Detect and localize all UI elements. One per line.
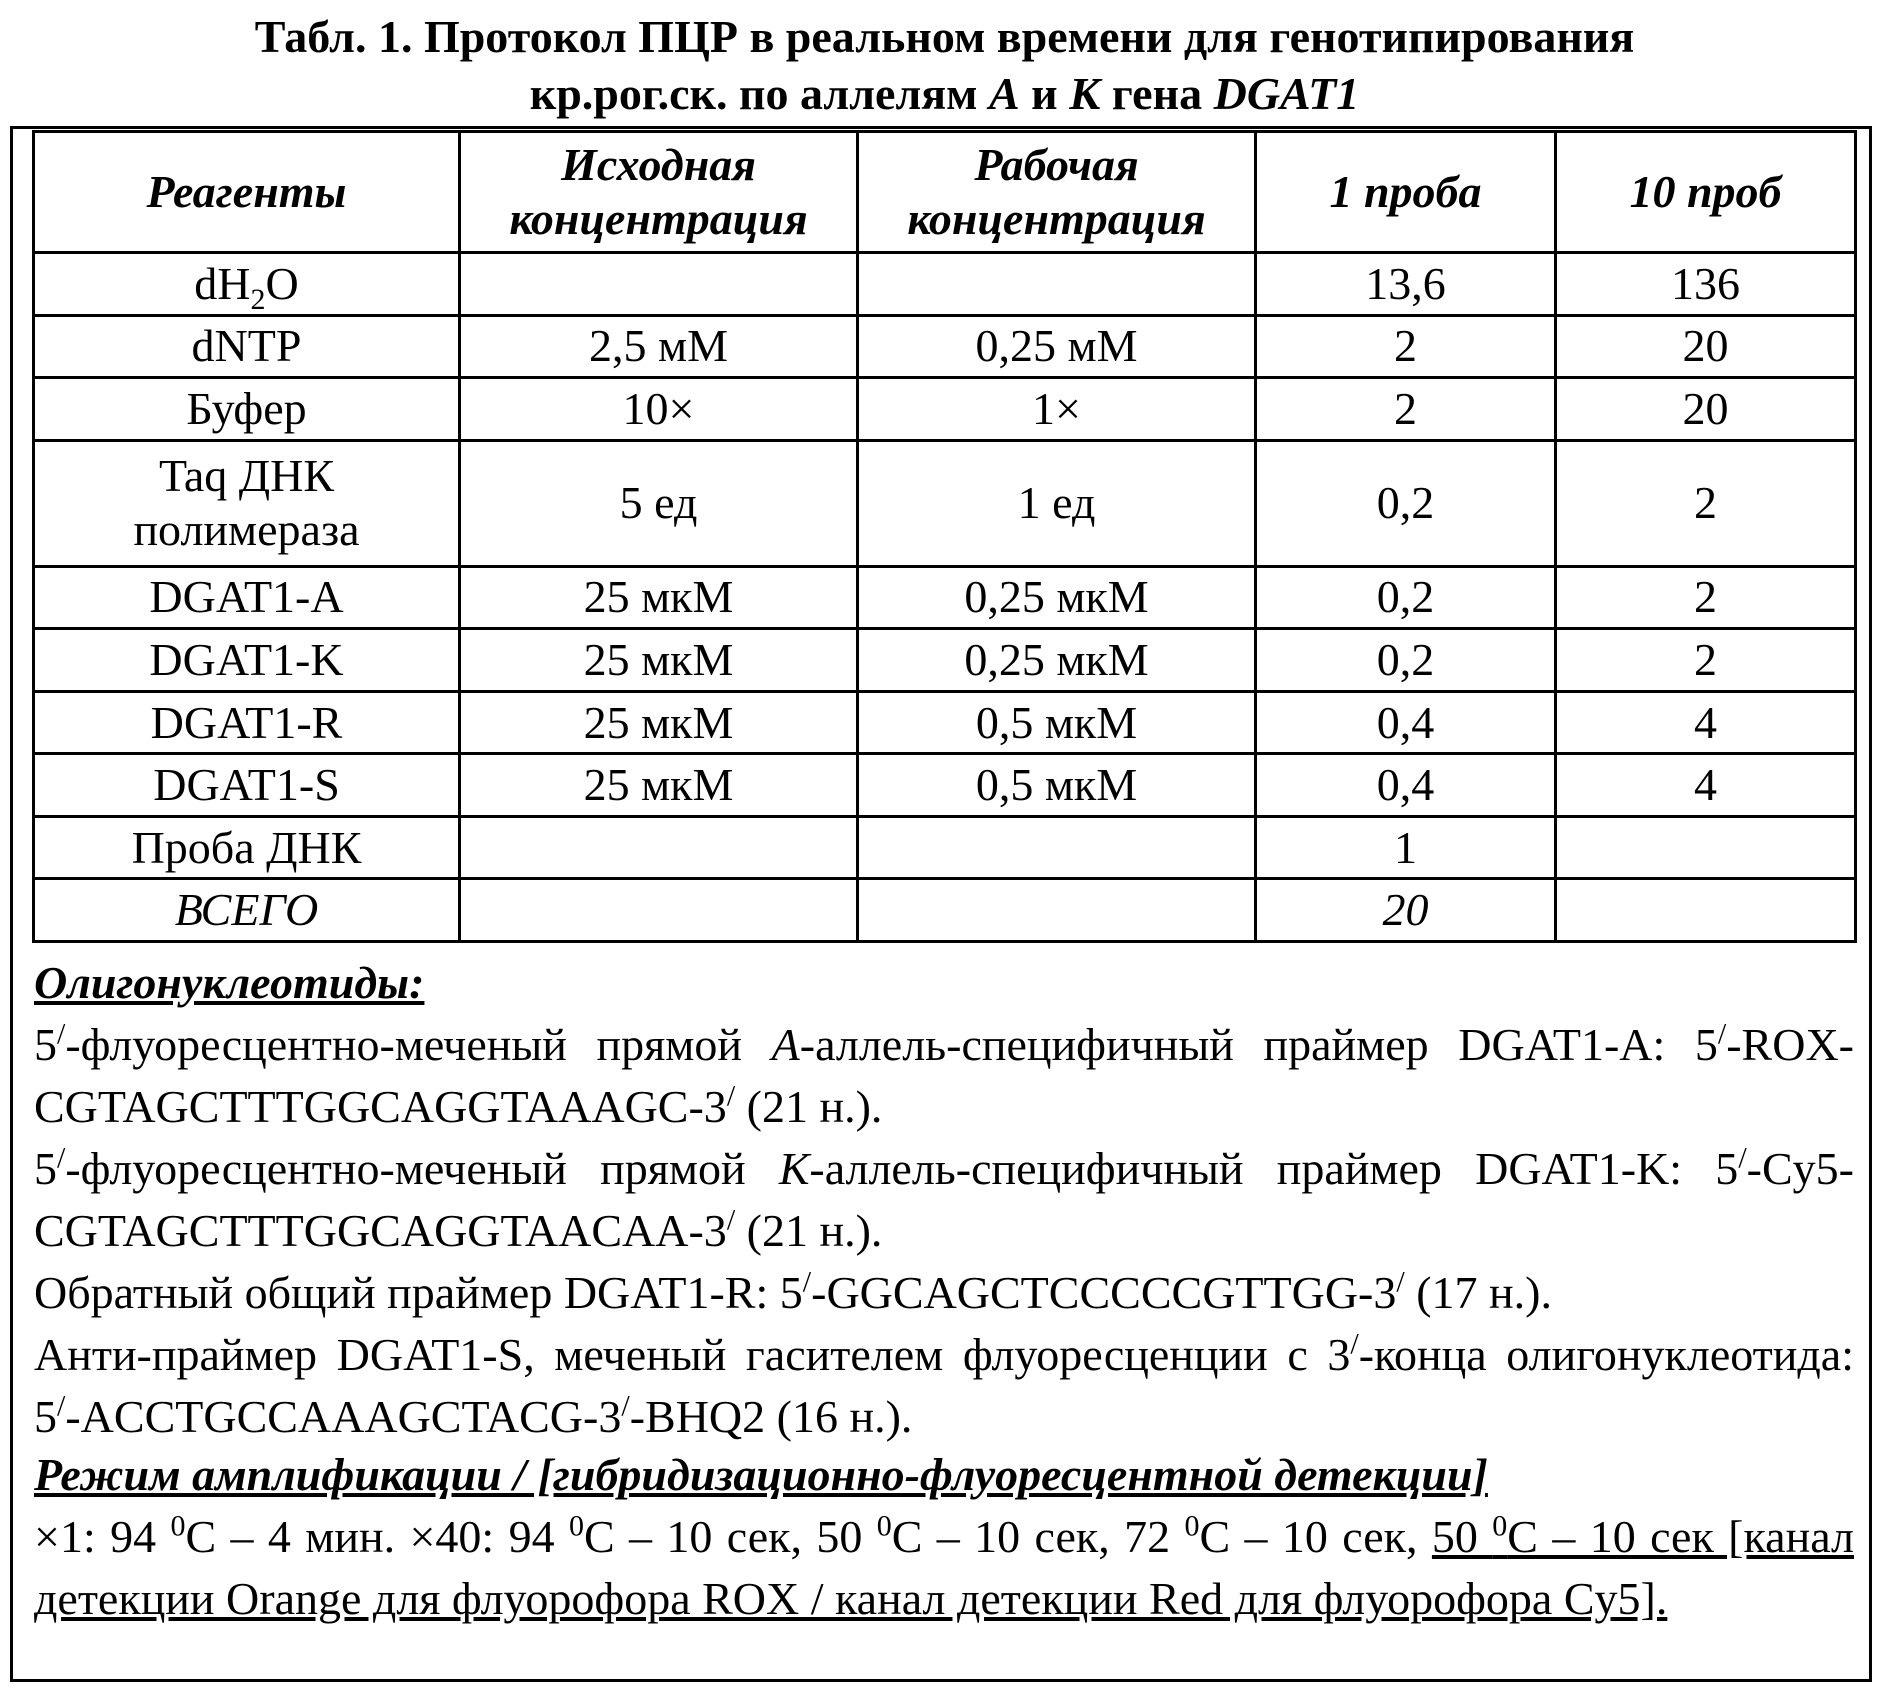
cell-sample-10: 20 xyxy=(1556,315,1856,378)
cell-initial: 25 мкМ xyxy=(460,754,858,817)
cell-working: 0,5 мкМ xyxy=(858,691,1256,754)
cell-sample-10: 2 xyxy=(1556,629,1856,692)
cell-initial: 5 ед xyxy=(460,440,858,566)
header-one-sample: 1 проба xyxy=(1256,132,1556,253)
table-row xyxy=(34,378,1856,441)
cell-reagent: DGAT1-K xyxy=(34,629,460,692)
cell-initial xyxy=(460,816,858,879)
table-row xyxy=(34,566,1856,629)
table-row xyxy=(34,754,1856,817)
cell-reagent: Taq ДНК полимераза xyxy=(34,440,460,566)
cell-sample-1: 0,2 xyxy=(1256,566,1556,629)
cell-sample-1: 0,4 xyxy=(1256,691,1556,754)
cell-sample-10: 20 xyxy=(1556,378,1856,441)
cell-sample-1: 2 xyxy=(1256,378,1556,441)
cell-initial: 25 мкМ xyxy=(460,691,858,754)
cell-total-label: ВСЕГО xyxy=(34,879,460,942)
cell-working xyxy=(858,879,1256,942)
cell-initial: 10× xyxy=(460,378,858,441)
cell-sample-10 xyxy=(1556,879,1856,942)
cell-sample-10: 2 xyxy=(1556,440,1856,566)
cell-reagent: DGAT1-R xyxy=(34,691,460,754)
cell-sample-1: 0,4 xyxy=(1256,754,1556,817)
cell-reagent: DGAT1-A xyxy=(34,566,460,629)
cell-reagent: $dH_2O$ xyxy=(34,253,460,316)
title-line-1: Табл. 1. Протокол ПЦР в реальном времени для генотипирования xyxy=(254,11,1635,62)
header-initial-concentration: Исходная концентрация xyxy=(460,132,858,253)
table-row xyxy=(34,629,1856,692)
cell-total-sample-1: 20 xyxy=(1256,879,1556,942)
cell-sample-1: 0,2 xyxy=(1256,629,1556,692)
cell-reagent: DGAT1-S xyxy=(34,754,460,817)
table-row xyxy=(34,315,1856,378)
table-row xyxy=(34,440,1856,566)
header-ten-samples: 10 проб xyxy=(1556,132,1856,253)
cell-reagent: dNTP xyxy=(34,315,460,378)
table-title xyxy=(0,8,1889,122)
cell-working: 0,5 мкМ xyxy=(858,754,1256,817)
table-row xyxy=(34,691,1856,754)
cell-initial xyxy=(460,879,858,942)
cell-sample-1: 2 xyxy=(1256,315,1556,378)
amplification-program: ×1: 94 $^0$С – 4 мин. ×40: 94 $^0$С – 10 сек, 50 $^0$С – 10 сек, 72 $^0$С – 10 сек, 50 $^0$С – 10 сек [канал детекции Orange для флуорофора ROX / канал детекции Red для флуорофора Cy5]. xyxy=(34,1509,1854,1624)
header-reagents: Реагенты xyxy=(34,132,460,253)
oligonucleotides-heading: Олигонуклеотиды: xyxy=(34,957,425,1008)
cell-initial: 2,5 мМ xyxy=(460,315,858,378)
table-row xyxy=(34,816,1856,879)
cell-sample-10 xyxy=(1556,816,1856,879)
cell-sample-1: 1 xyxy=(1256,816,1556,879)
cell-sample-10: 4 xyxy=(1556,754,1856,817)
cell-working: 0,25 мкМ xyxy=(858,629,1256,692)
cell-working: 0,25 мМ xyxy=(858,315,1256,378)
table-total-row xyxy=(34,879,1856,942)
oligonucleotides-section xyxy=(34,952,1854,1448)
cell-reagent: Буфер xyxy=(34,378,460,441)
cell-sample-1: 0,2 xyxy=(1256,440,1556,566)
header-working-concentration: Рабочая концентрация xyxy=(858,132,1256,253)
detection-step: 50 $^0$С – 10 сек [канал детекции Orange для флуорофора ROX / канал детекции Red для флуорофора Cy5]. xyxy=(34,1509,1854,1624)
cell-initial: 25 мкМ xyxy=(460,629,858,692)
cell-sample-1: 13,6 xyxy=(1256,253,1556,316)
cell-working: 0,25 мкМ xyxy=(858,566,1256,629)
cell-initial xyxy=(460,253,858,316)
cell-working: 1× xyxy=(858,378,1256,441)
cell-sample-10: 2 xyxy=(1556,566,1856,629)
amplification-section xyxy=(34,1444,1854,1630)
table-header-row xyxy=(34,132,1856,253)
primer-dgat1-r: Обратный общий праймер DGAT1-R: 5/-GGCAGCTCCCCCGTTGG-3/ (17 н.). xyxy=(34,1265,1552,1318)
primer-dgat1-a: 5/-флуоресцентно-меченый прямой А-аллель-специфичный праймер DGAT1-A: 5/-ROX-CGTAGCTTTGGCAGGTAAAGC-3/ (21 н.). xyxy=(34,1017,1854,1132)
amplification-heading: Режим амплификации / [гибридизационно-флуоресцентной детекции] xyxy=(34,1449,1488,1500)
cell-initial: 25 мкМ xyxy=(460,566,858,629)
cell-reagent: Проба ДНК xyxy=(34,816,460,879)
cell-sample-10: 136 xyxy=(1556,253,1856,316)
table-row xyxy=(34,253,1856,316)
title-line-2: кр.рог.ск. по аллелям А и К гена DGAT1 xyxy=(529,68,1360,119)
anti-primer-dgat1-s: Анти-праймер DGAT1-S, меченый гасителем флуоресценции с 3/-конца олигонуклеотида: 5/-ACCTGCCAAAGCTACG-3/-BHQ2 (16 н.). xyxy=(34,1327,1854,1442)
cell-working xyxy=(858,816,1256,879)
cell-working xyxy=(858,253,1256,316)
primer-dgat1-k: 5/-флуоресцентно-меченый прямой К-аллель-специфичный праймер DGAT1-K: 5/-Cy5-CGTAGCTTTGGCAGGTAACAA-3/ (21 н.). xyxy=(34,1141,1854,1256)
cell-working: 1 ед xyxy=(858,440,1256,566)
cell-sample-10: 4 xyxy=(1556,691,1856,754)
reagents-table xyxy=(32,130,1857,943)
